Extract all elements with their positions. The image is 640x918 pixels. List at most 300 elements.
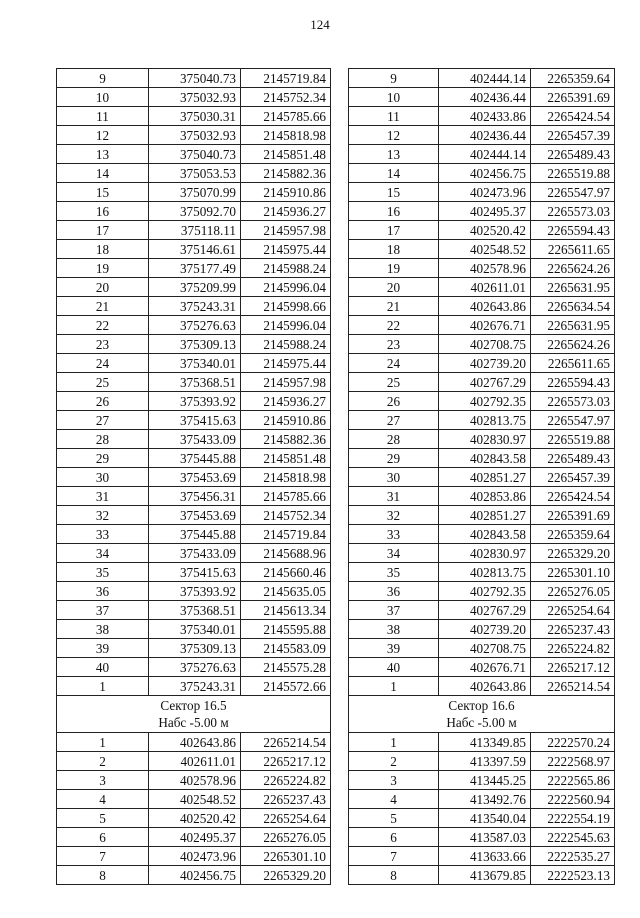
point-number-cell: 28 [57, 430, 149, 449]
x-coordinate-cell: 413587.03 [439, 828, 531, 847]
table-row [349, 733, 615, 752]
y-coordinate-cell: 2265573.03 [531, 392, 615, 411]
y-coordinate-cell: 2265359.64 [531, 525, 615, 544]
table-row [57, 525, 331, 544]
page-number: 124 [310, 17, 330, 32]
table-row [57, 126, 331, 145]
y-coordinate-cell: 2265634.54 [531, 297, 615, 316]
x-coordinate-cell: 375209.99 [149, 278, 241, 297]
y-coordinate-cell: 2265301.10 [241, 847, 331, 866]
table-row [57, 392, 331, 411]
table-row [57, 145, 331, 164]
table-row [349, 752, 615, 771]
y-coordinate-cell: 2265391.69 [531, 506, 615, 525]
point-number-cell: 33 [57, 525, 149, 544]
y-coordinate-cell: 2265391.69 [531, 88, 615, 107]
x-coordinate-cell: 375032.93 [149, 126, 241, 145]
x-coordinate-cell: 375393.92 [149, 392, 241, 411]
point-number-cell: 31 [57, 487, 149, 506]
point-number-cell: 22 [57, 316, 149, 335]
point-number-cell: 39 [349, 639, 439, 658]
y-coordinate-cell: 2265624.26 [531, 335, 615, 354]
y-coordinate-cell: 2145957.98 [241, 221, 331, 240]
sector-height: Набс -5.00 м [446, 715, 517, 730]
table-row [57, 164, 331, 183]
point-number-cell: 26 [349, 392, 439, 411]
point-number-cell: 19 [349, 259, 439, 278]
table-row [349, 297, 615, 316]
table-row [57, 183, 331, 202]
table-row [349, 620, 615, 639]
point-number-cell: 32 [349, 506, 439, 525]
point-number-cell: 10 [349, 88, 439, 107]
point-number-cell: 2 [57, 752, 149, 771]
x-coordinate-cell: 375393.92 [149, 582, 241, 601]
sector-title: Сектор 16.6 [448, 698, 515, 713]
point-number-cell: 21 [57, 297, 149, 316]
point-number-cell: 22 [349, 316, 439, 335]
table-row [349, 164, 615, 183]
table-row [349, 392, 615, 411]
table-body-bottom [57, 733, 331, 885]
y-coordinate-cell: 2265301.10 [531, 563, 615, 582]
point-number-cell: 24 [349, 354, 439, 373]
table-row [57, 847, 331, 866]
point-number-cell: 13 [349, 145, 439, 164]
y-coordinate-cell: 2265276.05 [241, 828, 331, 847]
table-row [349, 430, 615, 449]
table-row [57, 563, 331, 582]
table-row [57, 733, 331, 752]
point-number-cell: 37 [57, 601, 149, 620]
point-number-cell: 39 [57, 639, 149, 658]
y-coordinate-cell: 2265594.43 [531, 373, 615, 392]
y-coordinate-cell: 2145595.88 [241, 620, 331, 639]
x-coordinate-cell: 375040.73 [149, 69, 241, 88]
point-number-cell: 18 [349, 240, 439, 259]
point-number-cell: 4 [57, 790, 149, 809]
point-number-cell: 5 [57, 809, 149, 828]
y-coordinate-cell: 2265276.05 [531, 582, 615, 601]
point-number-cell: 31 [349, 487, 439, 506]
table-row [57, 487, 331, 506]
x-coordinate-cell: 402853.86 [439, 487, 531, 506]
x-coordinate-cell: 375243.31 [149, 677, 241, 696]
table-row [57, 639, 331, 658]
point-number-cell: 27 [349, 411, 439, 430]
x-coordinate-cell: 402739.20 [439, 354, 531, 373]
x-coordinate-cell: 413397.59 [439, 752, 531, 771]
table-row [57, 601, 331, 620]
y-coordinate-cell: 2145818.98 [241, 126, 331, 145]
table-row [57, 828, 331, 847]
x-coordinate-cell: 402433.86 [439, 107, 531, 126]
point-number-cell: 14 [57, 164, 149, 183]
y-coordinate-cell: 2145882.36 [241, 164, 331, 183]
y-coordinate-cell: 2145998.66 [241, 297, 331, 316]
x-coordinate-cell: 402436.44 [439, 126, 531, 145]
point-number-cell: 38 [57, 620, 149, 639]
x-coordinate-cell: 402851.27 [439, 468, 531, 487]
table-row [57, 202, 331, 221]
y-coordinate-cell: 2145936.27 [241, 392, 331, 411]
y-coordinate-cell: 2145988.24 [241, 335, 331, 354]
y-coordinate-cell: 2145572.66 [241, 677, 331, 696]
table-row [349, 639, 615, 658]
x-coordinate-cell: 375032.93 [149, 88, 241, 107]
y-coordinate-cell: 2145752.34 [241, 88, 331, 107]
y-coordinate-cell: 2145957.98 [241, 373, 331, 392]
y-coordinate-cell: 2265214.54 [241, 733, 331, 752]
x-coordinate-cell: 402611.01 [149, 752, 241, 771]
point-number-cell: 3 [57, 771, 149, 790]
point-number-cell: 13 [57, 145, 149, 164]
x-coordinate-cell: 375415.63 [149, 411, 241, 430]
point-number-cell: 34 [349, 544, 439, 563]
point-number-cell: 35 [57, 563, 149, 582]
point-number-cell: 26 [57, 392, 149, 411]
y-coordinate-cell: 2145851.48 [241, 449, 331, 468]
x-coordinate-cell: 402444.14 [439, 69, 531, 88]
y-coordinate-cell: 2265254.64 [531, 601, 615, 620]
y-coordinate-cell: 2145996.04 [241, 316, 331, 335]
y-coordinate-cell: 2145752.34 [241, 506, 331, 525]
sector-header-cell [57, 696, 331, 733]
point-number-cell: 25 [57, 373, 149, 392]
y-coordinate-cell: 2222545.63 [531, 828, 615, 847]
x-coordinate-cell: 402548.52 [439, 240, 531, 259]
x-coordinate-cell: 413633.66 [439, 847, 531, 866]
point-number-cell: 7 [57, 847, 149, 866]
y-coordinate-cell: 2265217.12 [241, 752, 331, 771]
y-coordinate-cell: 2222568.97 [531, 752, 615, 771]
table-row [57, 259, 331, 278]
y-coordinate-cell: 2145785.66 [241, 107, 331, 126]
x-coordinate-cell: 402708.75 [439, 335, 531, 354]
table-row [57, 677, 331, 696]
y-coordinate-cell: 2265611.65 [531, 354, 615, 373]
point-number-cell: 30 [349, 468, 439, 487]
y-coordinate-cell: 2145818.98 [241, 468, 331, 487]
table-row [349, 278, 615, 297]
table-row [57, 278, 331, 297]
table-row [57, 582, 331, 601]
table-row [57, 107, 331, 126]
y-coordinate-cell: 2265547.97 [531, 411, 615, 430]
point-number-cell: 2 [349, 752, 439, 771]
y-coordinate-cell: 2265547.97 [531, 183, 615, 202]
y-coordinate-cell: 2265624.26 [531, 259, 615, 278]
table-row [349, 240, 615, 259]
x-coordinate-cell: 402843.58 [439, 525, 531, 544]
x-coordinate-cell: 375118.11 [149, 221, 241, 240]
table-row [57, 544, 331, 563]
x-coordinate-cell: 402643.86 [439, 297, 531, 316]
point-number-cell: 1 [57, 733, 149, 752]
table-row [57, 752, 331, 771]
y-coordinate-cell: 2265489.43 [531, 449, 615, 468]
table-row [57, 354, 331, 373]
table-row [349, 107, 615, 126]
sector-header-cell [349, 696, 615, 733]
y-coordinate-cell: 2145719.84 [241, 69, 331, 88]
point-number-cell: 32 [57, 506, 149, 525]
y-coordinate-cell: 2265359.64 [531, 69, 615, 88]
table-row [57, 468, 331, 487]
table-row [57, 88, 331, 107]
coordinates-table-left [56, 68, 331, 885]
y-coordinate-cell: 2265329.20 [241, 866, 331, 885]
table-row [349, 411, 615, 430]
x-coordinate-cell: 402578.96 [439, 259, 531, 278]
y-coordinate-cell: 2265424.54 [531, 487, 615, 506]
point-number-cell: 15 [57, 183, 149, 202]
y-coordinate-cell: 2265224.82 [241, 771, 331, 790]
x-coordinate-cell: 375433.09 [149, 430, 241, 449]
point-number-cell: 1 [57, 677, 149, 696]
table-row [57, 620, 331, 639]
y-coordinate-cell: 2145785.66 [241, 487, 331, 506]
x-coordinate-cell: 375053.53 [149, 164, 241, 183]
x-coordinate-cell: 402792.35 [439, 392, 531, 411]
table-row [349, 487, 615, 506]
point-number-cell: 1 [349, 677, 439, 696]
table-row [349, 809, 615, 828]
y-coordinate-cell: 2265224.82 [531, 639, 615, 658]
y-coordinate-cell: 2265631.95 [531, 316, 615, 335]
x-coordinate-cell: 402813.75 [439, 563, 531, 582]
table-row [349, 373, 615, 392]
table-row [349, 544, 615, 563]
table-row [349, 525, 615, 544]
table-row [349, 677, 615, 696]
y-coordinate-cell: 2265329.20 [531, 544, 615, 563]
y-coordinate-cell: 2145583.09 [241, 639, 331, 658]
table-row [349, 449, 615, 468]
table-row [349, 790, 615, 809]
x-coordinate-cell: 375030.31 [149, 107, 241, 126]
table-body-bottom [349, 733, 615, 885]
point-number-cell: 7 [349, 847, 439, 866]
x-coordinate-cell: 402473.96 [439, 183, 531, 202]
point-number-cell: 3 [349, 771, 439, 790]
x-coordinate-cell: 375243.31 [149, 297, 241, 316]
point-number-cell: 9 [57, 69, 149, 88]
point-number-cell: 6 [349, 828, 439, 847]
y-coordinate-cell: 2265519.88 [531, 430, 615, 449]
table-row [57, 221, 331, 240]
point-number-cell: 38 [349, 620, 439, 639]
point-number-cell: 35 [349, 563, 439, 582]
x-coordinate-cell: 402444.14 [439, 145, 531, 164]
x-coordinate-cell: 402708.75 [439, 639, 531, 658]
y-coordinate-cell: 2265631.95 [531, 278, 615, 297]
x-coordinate-cell: 402643.86 [149, 733, 241, 752]
x-coordinate-cell: 402830.97 [439, 544, 531, 563]
table-row [57, 449, 331, 468]
x-coordinate-cell: 375276.63 [149, 316, 241, 335]
x-coordinate-cell: 375340.01 [149, 620, 241, 639]
x-coordinate-cell: 402495.37 [439, 202, 531, 221]
y-coordinate-cell: 2222554.19 [531, 809, 615, 828]
point-number-cell: 11 [349, 107, 439, 126]
y-coordinate-cell: 2265217.12 [531, 658, 615, 677]
x-coordinate-cell: 375309.13 [149, 639, 241, 658]
point-number-cell: 25 [349, 373, 439, 392]
sector-header-row [57, 696, 331, 733]
y-coordinate-cell: 2145996.04 [241, 278, 331, 297]
point-number-cell: 6 [57, 828, 149, 847]
y-coordinate-cell: 2145936.27 [241, 202, 331, 221]
table-row [349, 354, 615, 373]
point-number-cell: 24 [57, 354, 149, 373]
y-coordinate-cell: 2265237.43 [531, 620, 615, 639]
y-coordinate-cell: 2265457.39 [531, 468, 615, 487]
x-coordinate-cell: 375368.51 [149, 373, 241, 392]
x-coordinate-cell: 375368.51 [149, 601, 241, 620]
y-coordinate-cell: 2265519.88 [531, 164, 615, 183]
y-coordinate-cell: 2145910.86 [241, 183, 331, 202]
x-coordinate-cell: 402843.58 [439, 449, 531, 468]
table-row [349, 468, 615, 487]
table-row [349, 866, 615, 885]
table-row [349, 316, 615, 335]
table-row [349, 506, 615, 525]
sector-header-row [349, 696, 615, 733]
y-coordinate-cell: 2145613.34 [241, 601, 331, 620]
table-row [349, 183, 615, 202]
x-coordinate-cell: 402830.97 [439, 430, 531, 449]
table-row [57, 335, 331, 354]
x-coordinate-cell: 413349.85 [439, 733, 531, 752]
x-coordinate-cell: 402611.01 [439, 278, 531, 297]
x-coordinate-cell: 402676.71 [439, 316, 531, 335]
x-coordinate-cell: 402813.75 [439, 411, 531, 430]
y-coordinate-cell: 2145975.44 [241, 240, 331, 259]
x-coordinate-cell: 402520.42 [149, 809, 241, 828]
point-number-cell: 5 [349, 809, 439, 828]
table-body-top [349, 69, 615, 696]
x-coordinate-cell: 375453.69 [149, 468, 241, 487]
y-coordinate-cell: 2265573.03 [531, 202, 615, 221]
table-row [349, 771, 615, 790]
x-coordinate-cell: 375146.61 [149, 240, 241, 259]
y-coordinate-cell: 2145719.84 [241, 525, 331, 544]
table-row [349, 69, 615, 88]
x-coordinate-cell: 413540.04 [439, 809, 531, 828]
table-row [349, 601, 615, 620]
point-number-cell: 20 [57, 278, 149, 297]
table-row [57, 297, 331, 316]
x-coordinate-cell: 402578.96 [149, 771, 241, 790]
y-coordinate-cell: 2145975.44 [241, 354, 331, 373]
point-number-cell: 15 [349, 183, 439, 202]
point-number-cell: 10 [57, 88, 149, 107]
point-number-cell: 27 [57, 411, 149, 430]
point-number-cell: 12 [57, 126, 149, 145]
y-coordinate-cell: 2222565.86 [531, 771, 615, 790]
point-number-cell: 21 [349, 297, 439, 316]
point-number-cell: 36 [57, 582, 149, 601]
x-coordinate-cell: 375453.69 [149, 506, 241, 525]
y-coordinate-cell: 2265594.43 [531, 221, 615, 240]
x-coordinate-cell: 375456.31 [149, 487, 241, 506]
y-coordinate-cell: 2265457.39 [531, 126, 615, 145]
point-number-cell: 36 [349, 582, 439, 601]
point-number-cell: 8 [57, 866, 149, 885]
x-coordinate-cell: 375276.63 [149, 658, 241, 677]
x-coordinate-cell: 402767.29 [439, 601, 531, 620]
point-number-cell: 20 [349, 278, 439, 297]
table-row [349, 126, 615, 145]
x-coordinate-cell: 413492.76 [439, 790, 531, 809]
table-row [349, 202, 615, 221]
point-number-cell: 29 [349, 449, 439, 468]
point-number-cell: 14 [349, 164, 439, 183]
x-coordinate-cell: 375040.73 [149, 145, 241, 164]
x-coordinate-cell: 375092.70 [149, 202, 241, 221]
table-row [57, 790, 331, 809]
x-coordinate-cell: 402792.35 [439, 582, 531, 601]
y-coordinate-cell: 2145851.48 [241, 145, 331, 164]
y-coordinate-cell: 2145988.24 [241, 259, 331, 278]
table-row [57, 771, 331, 790]
coordinates-table-right [348, 68, 615, 885]
x-coordinate-cell: 402676.71 [439, 658, 531, 677]
x-coordinate-cell: 375340.01 [149, 354, 241, 373]
point-number-cell: 12 [349, 126, 439, 145]
y-coordinate-cell: 2222535.27 [531, 847, 615, 866]
table-row [349, 88, 615, 107]
y-coordinate-cell: 2145635.05 [241, 582, 331, 601]
x-coordinate-cell: 402548.52 [149, 790, 241, 809]
x-coordinate-cell: 402456.75 [149, 866, 241, 885]
table-row [349, 828, 615, 847]
sector-height: Набс -5.00 м [158, 715, 229, 730]
table-row [57, 69, 331, 88]
point-number-cell: 29 [57, 449, 149, 468]
y-coordinate-cell: 2145575.28 [241, 658, 331, 677]
x-coordinate-cell: 402851.27 [439, 506, 531, 525]
x-coordinate-cell: 375070.99 [149, 183, 241, 202]
x-coordinate-cell: 402520.42 [439, 221, 531, 240]
x-coordinate-cell: 413679.85 [439, 866, 531, 885]
x-coordinate-cell: 402643.86 [439, 677, 531, 696]
x-coordinate-cell: 413445.25 [439, 771, 531, 790]
table-row [57, 411, 331, 430]
point-number-cell: 17 [57, 221, 149, 240]
point-number-cell: 30 [57, 468, 149, 487]
table-row [57, 373, 331, 392]
y-coordinate-cell: 2222570.24 [531, 733, 615, 752]
y-coordinate-cell: 2145882.36 [241, 430, 331, 449]
point-number-cell: 40 [349, 658, 439, 677]
point-number-cell: 19 [57, 259, 149, 278]
table-row [57, 809, 331, 828]
y-coordinate-cell: 2265214.54 [531, 677, 615, 696]
x-coordinate-cell: 375445.88 [149, 449, 241, 468]
y-coordinate-cell: 2265611.65 [531, 240, 615, 259]
x-coordinate-cell: 375433.09 [149, 544, 241, 563]
table-row [349, 582, 615, 601]
x-coordinate-cell: 402473.96 [149, 847, 241, 866]
y-coordinate-cell: 2145910.86 [241, 411, 331, 430]
point-number-cell: 23 [349, 335, 439, 354]
x-coordinate-cell: 402436.44 [439, 88, 531, 107]
table-row [349, 563, 615, 582]
table-body-top [57, 69, 331, 696]
point-number-cell: 40 [57, 658, 149, 677]
